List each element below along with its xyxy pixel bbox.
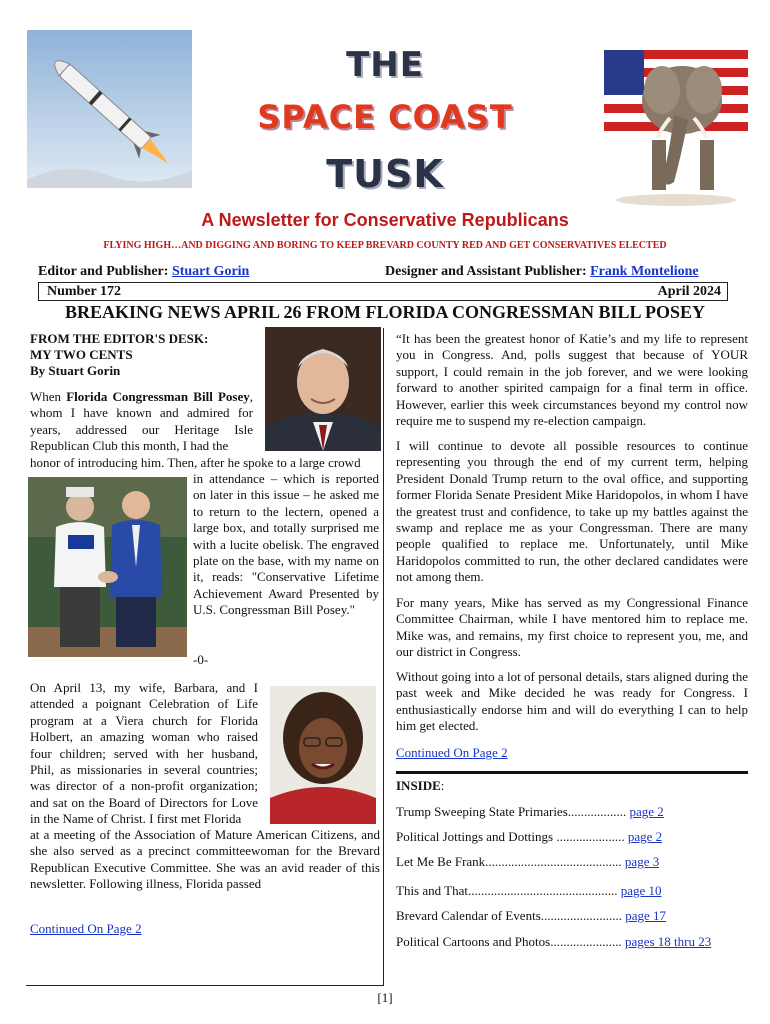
editor-continued-link[interactable]: Continued On Page 2 — [30, 921, 142, 936]
editor-name-link[interactable]: Stuart Gorin — [171, 264, 250, 279]
toc-item — [396, 829, 748, 845]
toc-page-link[interactable]: page 2 — [627, 829, 663, 844]
award-handshake-photo — [28, 477, 187, 657]
masthead-title-tusk: TUSK — [326, 152, 444, 196]
posey-statement-p2: I will continue to devote all possible resources to continue representing you through the end of my current term, helping President Donald Trump return to the oval office, and supporting former Florida Senate President Mike Haridopolos, in whom I have the greatest trust and confidence, to take up my battles against the swamp and replace me as your Congressman. There are many people qualified to replace me. Unfortunately, until Mike Haridopolos committed to run, the other declared candidates were not among them. — [396, 438, 748, 585]
masthead-title-space-coast: SPACE COAST — [257, 98, 513, 136]
toc-dots: .............................................. — [467, 883, 618, 898]
inside-heading-text: INSIDE — [396, 778, 441, 793]
toc-label: Trump Sweeping State Primaries — [396, 804, 568, 819]
toc-dots: ..................... — [556, 829, 625, 844]
toc-page-link[interactable]: pages 18 thru 23 — [624, 934, 712, 949]
toc-item — [396, 883, 748, 899]
page-number: [1] — [377, 990, 393, 1005]
toc-page-link[interactable]: page 3 — [624, 854, 660, 869]
toc-label: Political Jottings and Dottings — [396, 829, 557, 844]
toc-dots: .......................................... — [485, 854, 622, 869]
issue-date: April 2024 — [657, 284, 721, 299]
toc-page-link[interactable]: page 17 — [625, 908, 667, 923]
elephant-flag-image — [604, 30, 748, 208]
editor-paragraph-2a: On April 13, my wife, Barbara, and I attended a poignant Celebration of Life program at a Viera church for Florida Holbert, an amazing woman who raised four children; served with her husband, Phil, as missionaries in several countries; was director of a non-profit organization; and sat on the Board of Directors for Love in the Name of Christ. I first met Florida — [30, 680, 258, 827]
florida-holbert-photo — [270, 686, 376, 824]
toc-page-link[interactable]: page 10 — [620, 883, 662, 898]
toc-dots: .................. — [567, 804, 627, 819]
editor-paragraph-1a — [30, 389, 253, 455]
posey-portrait-photo — [265, 327, 381, 451]
posey-statement-p3: For many years, Mike has served as my Congressional Finance Committee Chairman, while I have mentored him to replace me. Mike was, and remains, my first choice to represent you, me, and our district in Congress. — [396, 595, 748, 660]
section-divider: -0- — [193, 652, 209, 667]
issue-info-box — [38, 282, 728, 301]
posey-statement-p4: Without going into a lot of personal details, stars aligned during the past week and Mike decided he was ready for Congress. I enthusiastically endorse him and will do everything I can to help him get elected. — [396, 669, 748, 734]
newsletter-subtitle: A Newsletter for Conservative Republicans — [201, 210, 569, 230]
toc-label: Brevard Calendar of Events — [396, 908, 541, 923]
editor-credit — [38, 264, 249, 280]
toc-label: Let Me Be Frank — [396, 854, 486, 869]
posey-continued-link[interactable]: Continued On Page 2 — [396, 745, 508, 760]
inside-divider-rule — [396, 771, 748, 774]
posey-statement-p1: “It has been the greatest honor of Katie’s and my life to represent you in Congress. And, polls suggest that because of YOUR support, I could remain in the job forever, and we were looking forward to another spirited campaign for a final term in office. However, earlier this week circumstances beyond my control now require me to suspend my re-election campaign. — [396, 331, 748, 429]
editor-paragraph-2b: at a meeting of the Association of Mature American Citizens, and she also served as a precinct committeewoman for the Brevard Republican Executive Committee. She was an avid reader of this newsletter. Following illness, Florida passed — [30, 827, 380, 892]
editor-label: Editor and Publisher: — [38, 264, 172, 279]
toc-item — [396, 854, 748, 870]
inside-heading-colon: : — [440, 778, 445, 793]
editor-paragraph-1b: honor of introducing him. Then, after he spoke to a large crowd — [30, 455, 361, 470]
toc-item — [396, 804, 748, 820]
designer-label: Designer and Assistant Publisher: — [385, 264, 591, 279]
toc-dots: ...................... — [550, 934, 622, 949]
toc-item — [396, 934, 748, 950]
newsletter-motto: FLYING HIGH…AND DIGGING AND BORING TO KEEP BREVARD COUNTY RED AND GET CONSERVATIVES ELECTED — [103, 240, 667, 251]
two-cents-heading: MY TWO CENTS — [30, 347, 133, 362]
editor-byline: By Stuart Gorin — [30, 363, 121, 378]
p1-bold-name: Florida Congressman Bill Posey — [66, 389, 250, 404]
masthead-title-the: THE — [346, 45, 424, 85]
rocket-image — [27, 30, 192, 188]
toc-item — [396, 908, 748, 924]
editor-paragraph-1c: in attendance – which is reported on later in this issue – he asked me to return to the lectern, opened a large box, and totally surprised me with a lucite obelisk. The engraved plate on the base, with my name on it, reads: "Conservative Lifetime Achievement Award Presented by U.S. Congressman Bill Posey." — [193, 471, 379, 618]
toc-label: Political Cartoons and Photos — [396, 934, 551, 949]
designer-credit — [385, 264, 699, 280]
editor-desk-heading: FROM THE EDITOR'S DESK: — [30, 331, 209, 346]
designer-name-link[interactable]: Frank Montelione — [590, 264, 699, 279]
editor-column-heading — [30, 331, 260, 379]
issue-number: Number 172 — [47, 284, 122, 299]
toc-label: This and That — [396, 883, 468, 898]
toc-dots: ......................... — [540, 908, 623, 923]
p1-intro-text: When — [30, 389, 67, 404]
p1-text: , whom I have known and admired for years, addressed our Heritage Isle Republican Club this month, I had the — [30, 389, 254, 454]
toc-page-link[interactable]: page 2 — [629, 804, 664, 819]
breaking-headline: BREAKING NEWS APRIL 26 FROM FLORIDA CONGRESSMAN BILL POSEY — [64, 302, 706, 322]
inside-heading — [396, 778, 596, 794]
